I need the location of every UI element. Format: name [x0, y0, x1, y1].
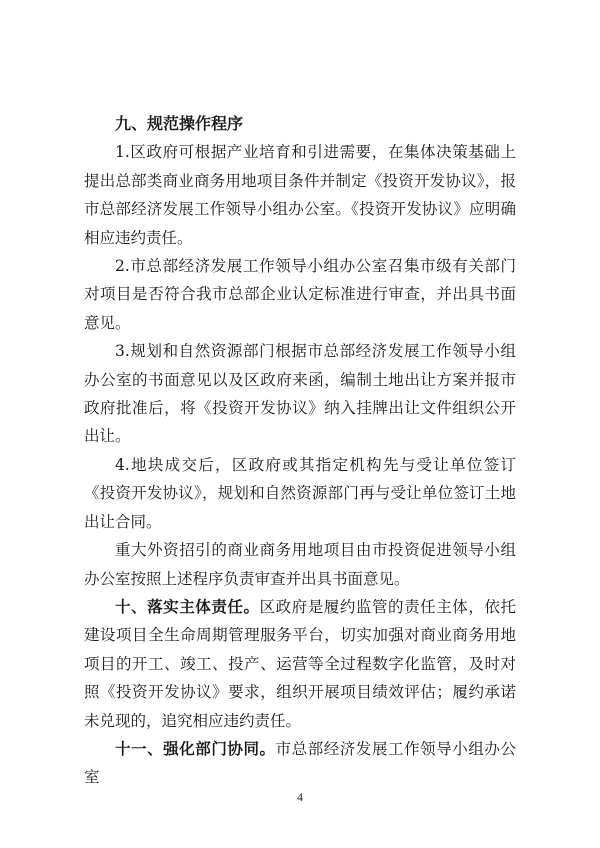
paragraph-section-eleven — [84, 735, 516, 792]
section-ten-body: 区政府是履约监管的责任主体，依托建设项目全生命周期管理服务平台，切实加强对商业商务用地项目的开工、竣工、投产、运营等全过程数字化监管，及时对照《投资开发协议》要求，组织开展项目绩效评估；履约承诺未兑现的，追究相应违约责任。 — [84, 597, 516, 730]
section-heading-nine: 九、规范操作程序 — [115, 114, 244, 133]
section-eleven-title: 十一、强化部门协同。 — [115, 739, 276, 758]
section-ten-title: 十、落实主体责任。 — [115, 597, 260, 616]
paragraph-item-1: 1.区政府可根据产业培育和引进需要，在集体决策基础上提出总部类商业商务用地项目条件并制定《投资开发协议》，报市总部经济发展工作领导小组办公室。《投资开发协议》应明确相应违约责任。 — [84, 143, 516, 247]
paragraph-section-ten — [84, 593, 516, 735]
paragraph-foreign-investment: 重大外资招引的商业商务用地项目由市投资促进领导小组办公室按照上述程序负责审查并出具书面意见。 — [84, 541, 516, 588]
page-number: 4 — [297, 790, 303, 804]
paragraph-item-4: 4.地块成交后，区政府或其指定机构先与受让单位签订《投资开发协议》，规划和自然资源部门再与受让单位签订土地出让合同。 — [84, 455, 516, 531]
paragraph-item-2: 2.市总部经济发展工作领导小组办公室召集市级有关部门对项目是否符合我市总部企业认定标准进行审查，并出具书面意见。 — [84, 257, 516, 332]
page-content — [84, 110, 516, 792]
section-eleven-body: 市总部经济发展工作领导小组办公室 — [84, 739, 516, 787]
paragraph-item-3: 3.规划和自然资源部门根据市总部经济发展工作领导小组办公室的书面意见以及区政府来函，编制土地出让方案并报市政府批准后，将《投资开发协议》纳入挂牌出让文件组织公开出让。 — [84, 342, 516, 446]
